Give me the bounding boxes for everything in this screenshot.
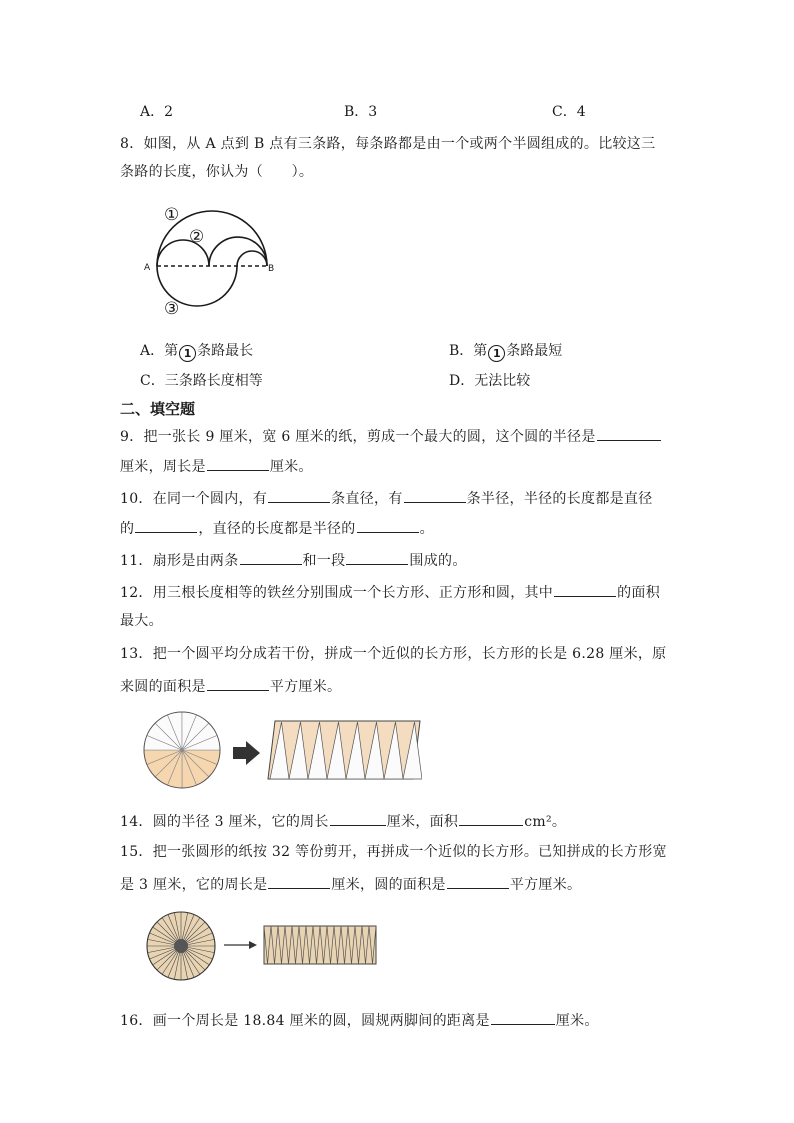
point-b-label: B: [268, 264, 275, 274]
q7-option-a: A．2: [140, 104, 174, 120]
path-2-label: ②: [189, 227, 205, 247]
point-a-label: A: [144, 263, 151, 273]
q9-line1: 9．把一张长 9 厘米，宽 6 厘米的纸，剪成一个最大的圆，这个圆的半径是: [120, 425, 662, 447]
answer-blank[interactable]: [491, 1009, 555, 1025]
q9-line2: 厘米，周长是 厘米。: [120, 455, 313, 477]
q15-line2: 是 3 厘米，它的周长是 厘米，圆的面积是 平方厘米。: [120, 873, 581, 895]
answer-blank[interactable]: [459, 810, 523, 826]
answer-blank[interactable]: [135, 517, 197, 533]
circled-number: 1: [488, 345, 505, 362]
path-3-arc-small: [237, 251, 267, 266]
q7-option-c: C．4: [552, 104, 586, 120]
answer-blank[interactable]: [554, 581, 616, 597]
q8-option-a: A．第 1 条路最长: [140, 343, 254, 360]
q8-line1: 8．如图，从 A 点到 B 点有三条路，每条路都是由一个或两个半圆组成的。比较这三: [120, 136, 656, 152]
answer-blank[interactable]: [268, 873, 330, 889]
answer-blank[interactable]: [357, 517, 419, 533]
answer-blank[interactable]: [346, 549, 408, 565]
sector-circle: [144, 712, 220, 788]
q15-figure: [144, 910, 394, 990]
answer-blank[interactable]: [207, 455, 269, 471]
q12-line1: 12．用三根长度相等的铁丝分别围成一个长方形、正方形和圆，其中 的面积: [120, 581, 660, 603]
q10-line2: 的 ，直径的长度都是半径的 。: [120, 517, 434, 539]
q15-line1: 15．把一张圆形的纸按 32 等份剪开，再拼成一个近似的长方形。已知拼成的长方形宽: [120, 844, 667, 860]
radial-disk: [147, 912, 215, 980]
answer-blank[interactable]: [597, 425, 661, 441]
arrow-icon: [249, 941, 257, 949]
q13-line1: 13．把一个圆平均分成若干份，拼成一个近似的长方形，长方形的长是 6.28 厘米，原: [120, 646, 667, 662]
q11-line: 11．扇形是由两条 和一段 围成的。: [120, 549, 467, 571]
q8-option-d: D．无法比较: [449, 373, 531, 389]
q8-option-b: B．第 1 条路最短: [449, 343, 563, 360]
answer-blank[interactable]: [447, 873, 509, 889]
q7-option-b: B．3: [344, 104, 378, 120]
q12-line2: 最大。: [120, 613, 163, 629]
q16-line: 16．画一个周长是 18.84 厘米的圆，圆规两脚间的距离是 厘米。: [120, 1009, 599, 1031]
answer-blank[interactable]: [240, 549, 302, 565]
answer-blank[interactable]: [330, 810, 386, 826]
q8-figure: [140, 200, 280, 320]
section-title: 二、填空题: [120, 400, 196, 418]
path-3-label: ③: [164, 299, 180, 319]
answer-blank[interactable]: [207, 675, 269, 691]
arrow-icon: [233, 741, 260, 765]
answer-blank[interactable]: [268, 487, 330, 503]
q14-line: 14．圆的半径 3 厘米，它的周长 厘米，面积 cm²。: [120, 810, 566, 832]
q13-figure: [142, 707, 422, 795]
q13-line2: 来圆的面积是 平方厘米。: [120, 675, 341, 697]
q10-line1: 10．在同一个圆内，有 条直径，有 条半径，半径的长度都是直径: [120, 487, 653, 509]
approx-rectangle: [268, 721, 422, 779]
zigzag-rectangle: [264, 926, 376, 964]
circled-number: 1: [179, 345, 196, 362]
q8-option-c: C．三条路长度相等: [140, 373, 263, 389]
q8-line2: 条路的长度，你认为（ ）。: [120, 164, 314, 180]
answer-blank[interactable]: [404, 487, 466, 503]
path-1-label: ①: [164, 205, 180, 225]
